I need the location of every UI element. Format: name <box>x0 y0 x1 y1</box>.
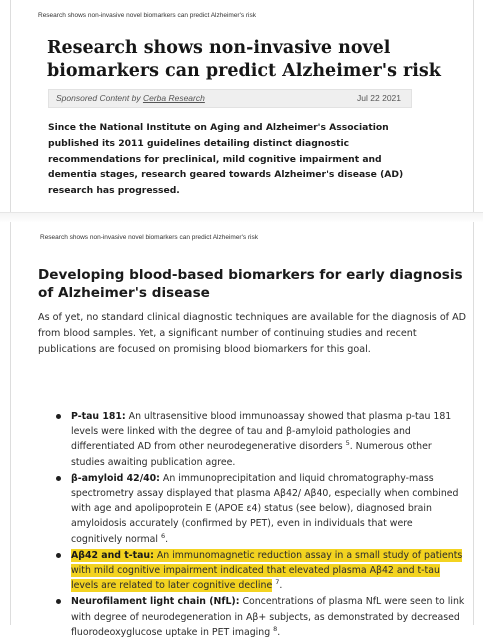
article-intro: Since the National Institute on Aging and Alzheimer's Association published its 2011 guidelines detailing distinct diagnostic recommendations for preclinical, mild cognitive impairment and dementia stages, research geared towards Alzheimer's disease (AD) research has progressed. <box>48 122 404 197</box>
bullet-dot-icon <box>56 476 61 481</box>
section-heading: Developing blood-based biomarkers for early diagnosis of Alzheimer's disease <box>38 267 463 301</box>
reference-number: 8 <box>273 624 278 633</box>
section-intro: As of yet, no standard clinical diagnostic techniques are available for the diagnosis of AD from blood samples. Yet, a significant number of continuing studies and recent publications are focused on promising blood biomarkers for this goal. <box>38 312 467 355</box>
bullet-text-after: . Numerous other studies awaiting publication agree. <box>71 441 432 468</box>
bullet-text: Concentrations of plasma NfL were seen to link with degree of neurodegeneration in Aβ+ subjects, as demonstrated by decreased fluorodeoxyglucose uptake in PET imaging <box>71 596 465 638</box>
running-header: Research shows non-invasive novel biomarkers can predict Alzheimer's risk <box>38 12 256 19</box>
bullet-text: An immunomagnetic reduction assay in a small study of patients with mild cognitive impairment indicated that elevated plasma Aβ42 and t-tau levels are related to later cognitive decline <box>71 549 463 592</box>
page-left-edge <box>10 222 11 625</box>
document-page-1 <box>0 0 483 212</box>
article-title: Research shows non-invasive novel biomarkers can predict Alzheimer's risk <box>47 38 441 81</box>
publish-date: Jul 22 2021 <box>357 93 401 103</box>
list-item-amyloid <box>55 471 465 547</box>
page-right-edge <box>473 222 474 625</box>
bullet-term: Neurofilament light chain (NfL): <box>71 596 240 608</box>
bullet-dot-icon <box>56 553 61 558</box>
reference-number: 5 <box>345 439 350 448</box>
running-header: Research shows non-invasive novel biomarkers can predict Alzheimer's risk <box>40 234 258 241</box>
page-left-edge <box>10 0 11 212</box>
document-page-2 <box>0 222 483 638</box>
bullet-text-after: . <box>279 580 283 592</box>
highlighted-passage <box>71 549 462 592</box>
bullet-term: Aβ42 and t-tau: <box>71 549 154 561</box>
bullet-term: P-tau 181: <box>71 411 126 422</box>
bullet-text: An immunoprecipitation and liquid chromatography-mass spectrometry assay displayed that plasma Aβ42/ Aβ40, especially when combined with age and apolipoprotein E (APOE ε4) status (see below), diagnosed brain amyloidosis accurately (confirmed by PET), even in individuals that were cognitively normal <box>71 472 459 545</box>
sponsor-link[interactable]: Cerba Research <box>142 93 205 103</box>
bullet-text: An ultrasensitive blood immunoassay showed that plasma p-tau 181 levels were linked with the degree of tau and β-amyloid pathologies and differentiated AD from other neurodegenerative disorders <box>71 411 452 453</box>
list-item-ptau181 <box>55 409 465 470</box>
reference-number: 6 <box>160 531 166 540</box>
bullet-text-after: . <box>277 626 281 638</box>
page-right-edge <box>473 0 474 212</box>
list-item-nfl <box>55 594 465 640</box>
list-item-ab42-ttau <box>55 548 465 594</box>
bullet-dot-icon <box>56 599 61 604</box>
reference-number: 7 <box>275 578 280 587</box>
bullet-term: β-amyloid 42/40: <box>71 472 160 484</box>
sponsored-label <box>56 93 205 103</box>
sponsor-meta-bar <box>48 89 412 108</box>
bullet-dot-icon <box>56 414 61 419</box>
sponsored-prefix: Sponsored Content by <box>56 93 143 103</box>
biomarker-list <box>55 409 465 641</box>
bullet-text-after: . <box>165 533 169 545</box>
